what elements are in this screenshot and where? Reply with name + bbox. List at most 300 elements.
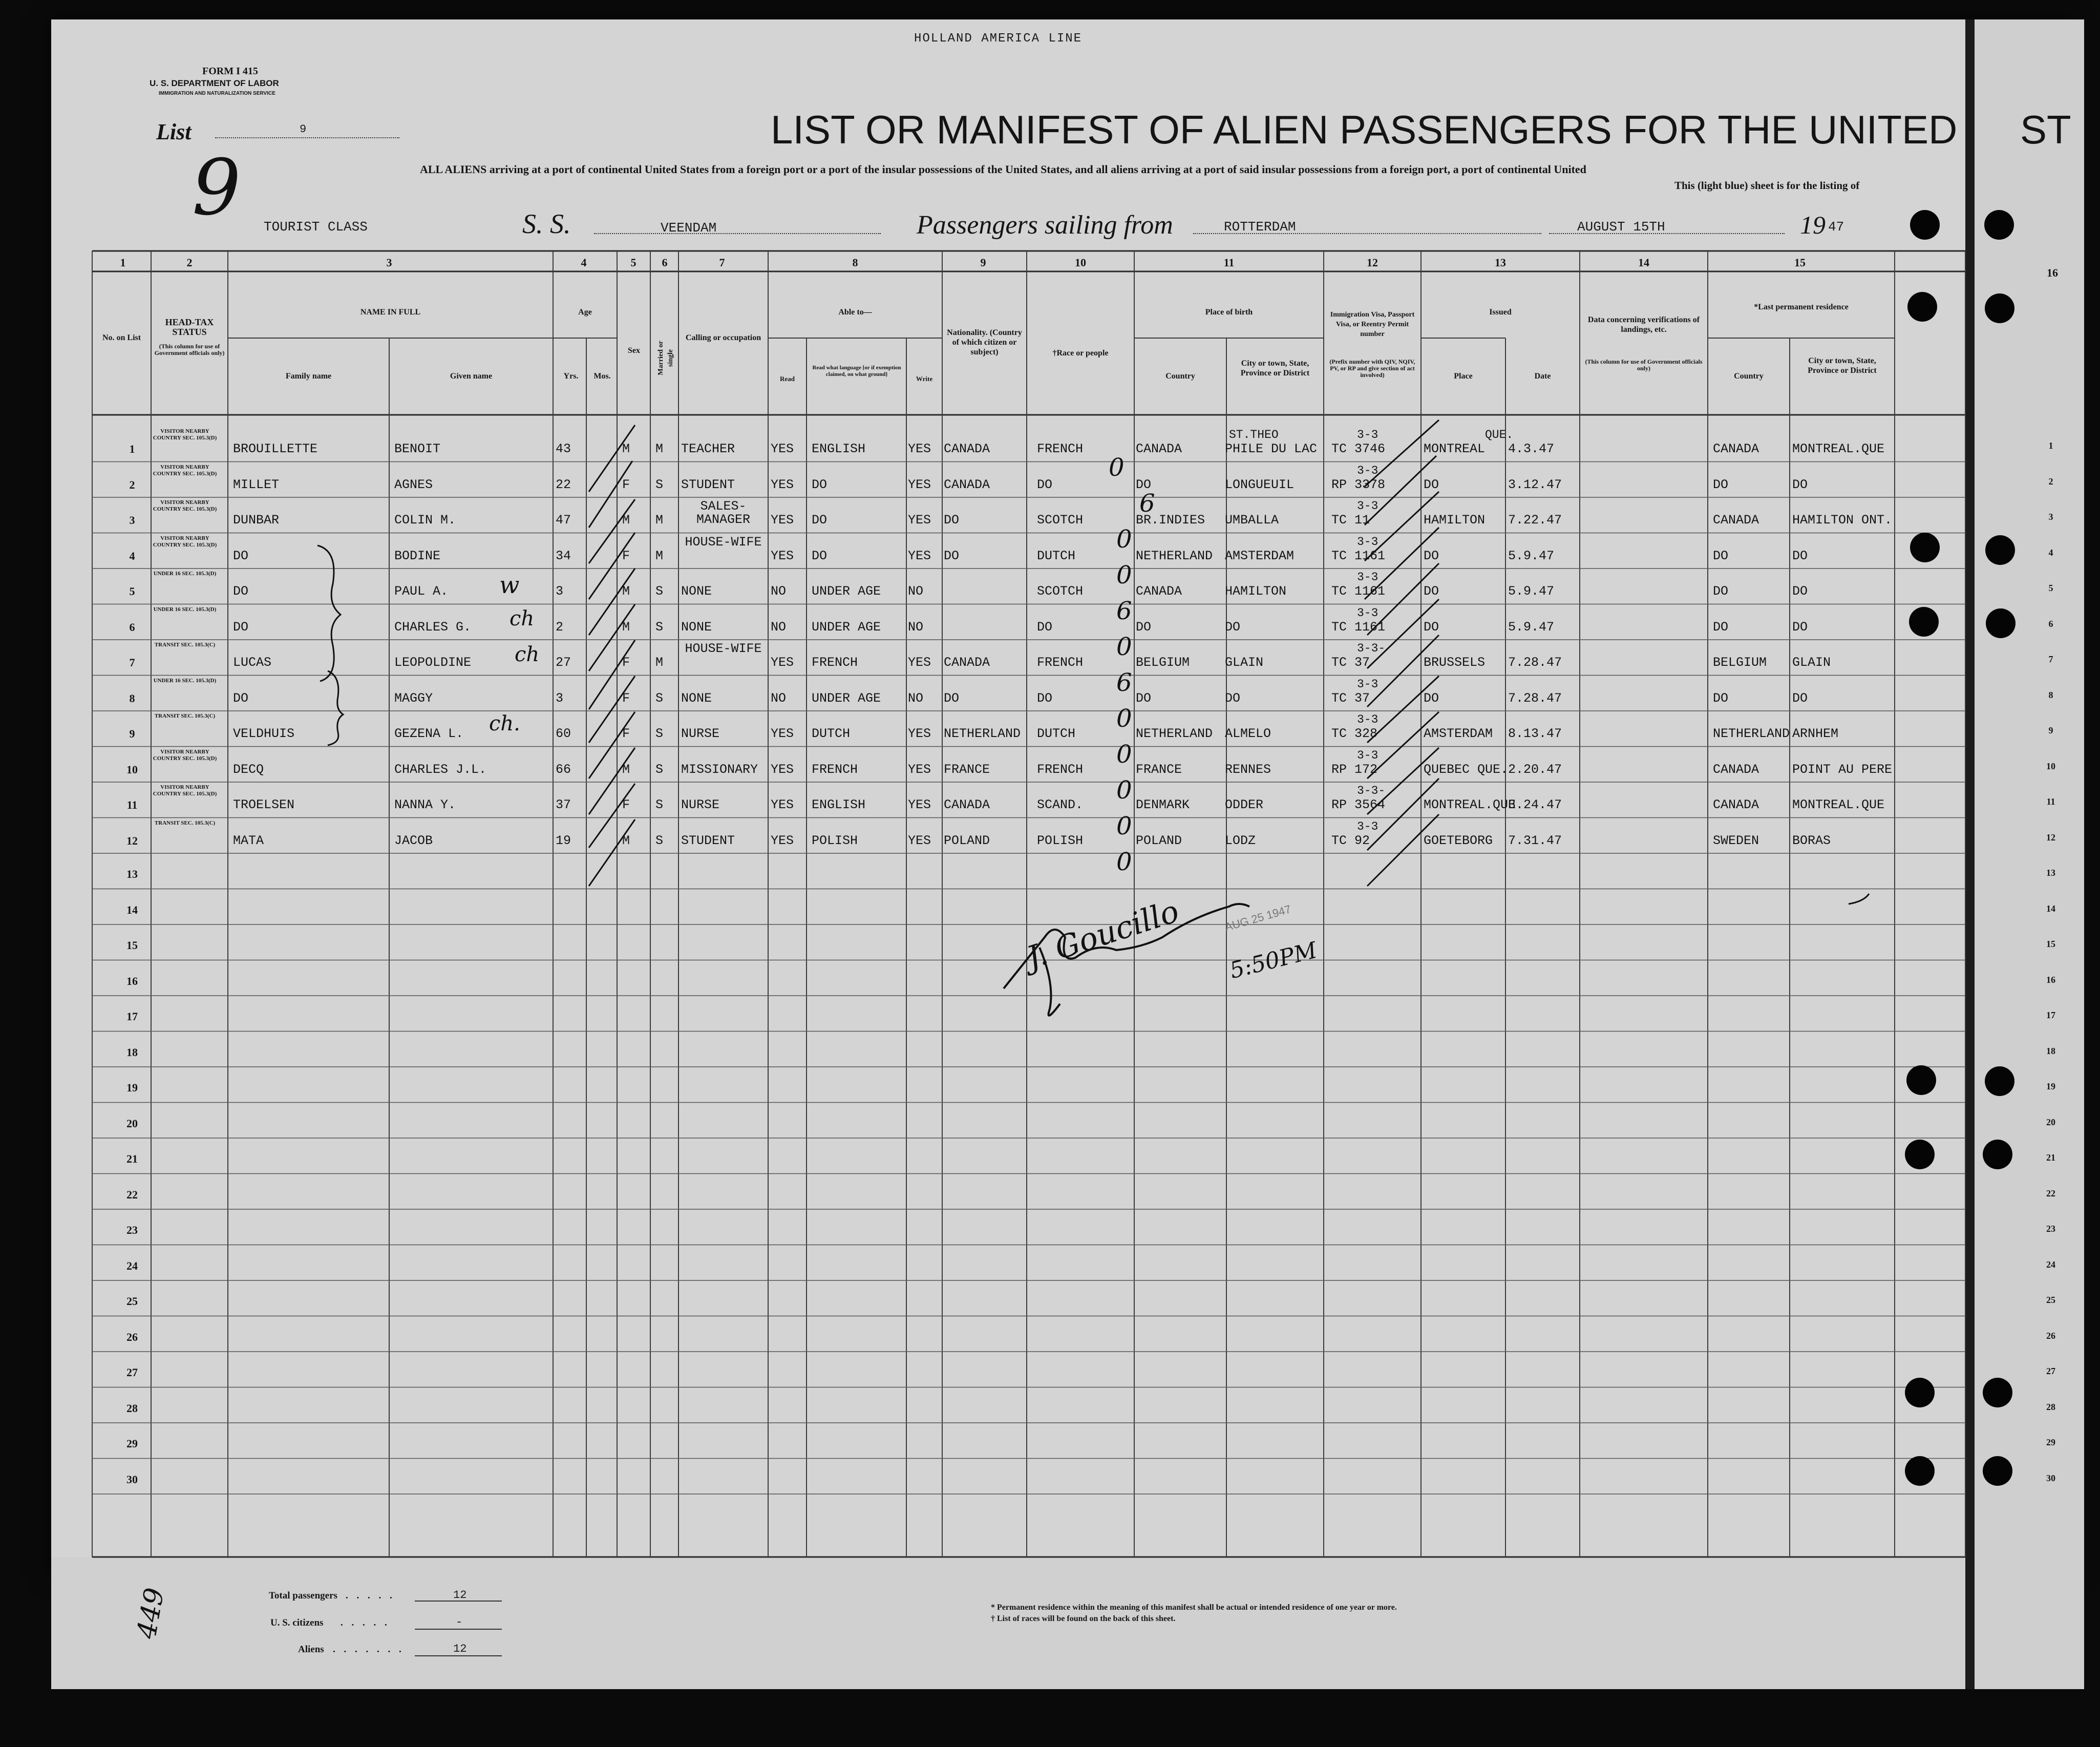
cell-write: YES <box>908 477 931 492</box>
cell-family: LUCAS <box>233 655 272 670</box>
race-code-mark: 0 <box>1116 848 1132 876</box>
right-row-number: 19 <box>2046 1081 2055 1091</box>
list-value: 9 <box>300 123 307 136</box>
cell-bcountry: DENMARK <box>1136 797 1190 812</box>
cell-race: DO <box>1037 619 1053 635</box>
cell-nat: CANADA <box>944 477 990 492</box>
cell-ms: S <box>655 477 664 492</box>
race-code-mark: 0 <box>1116 740 1132 769</box>
col-number: 10 <box>1075 256 1086 269</box>
col-number: 9 <box>980 256 986 269</box>
cell-family: TROELSEN <box>233 797 295 812</box>
cell-visa: TC 328 <box>1331 726 1378 741</box>
right-row-number: 15 <box>2046 939 2055 949</box>
col-number: 1 <box>120 256 126 269</box>
cell-rcountry: DO <box>1713 548 1729 563</box>
cell-rcountry: DO <box>1713 619 1729 635</box>
row-number: 17 <box>126 1010 138 1023</box>
cell-lang: ENGLISH <box>812 441 866 456</box>
cell-idate: 7.28.47 <box>1508 690 1562 706</box>
right-row-number: 2 <box>2048 476 2053 487</box>
cell-idate: 2.20.47 <box>1508 762 1562 777</box>
row-number: 7 <box>129 656 135 669</box>
col-number: 6 <box>662 256 668 269</box>
cell-yrs: 66 <box>556 762 571 777</box>
page-title-continued: ST <box>2020 107 2071 152</box>
cell-bcountry: DO <box>1136 619 1152 635</box>
header-visa-note: (Prefix number with QIV, NQIV, PV, or RP and give section of act involved) <box>1329 358 1415 378</box>
cell-rcity: MONTREAL.QUE <box>1792 441 1885 456</box>
cell-ms: S <box>655 619 664 635</box>
cell-rcountry: DO <box>1713 477 1729 492</box>
cell-lang: ENGLISH <box>812 797 866 812</box>
right-row-number: 10 <box>2046 761 2055 771</box>
row-number: 5 <box>129 585 135 598</box>
cell-bcountry: NETHERLAND <box>1136 548 1213 563</box>
row-number: 3 <box>129 514 135 527</box>
ship-name: VEENDAM <box>661 220 717 236</box>
cell-rcountry: DO <box>1713 584 1729 599</box>
cell-occ: HOUSE-WIFE <box>685 641 762 656</box>
cell-read: NO <box>771 619 787 635</box>
cell-sex: M <box>622 762 630 777</box>
row-number: 30 <box>126 1472 138 1486</box>
footnote-permanent: * Permanent residence within the meaning of this manifest shall be actual or intended residence of one year or more. <box>991 1603 1397 1612</box>
race-code-mark: 6 <box>1116 668 1132 697</box>
right-row-number: 30 <box>2046 1472 2055 1483</box>
cell-family: MILLET <box>233 477 280 492</box>
cell-lang: DO <box>812 548 828 563</box>
cell-race: DO <box>1037 477 1053 492</box>
class: TOURIST CLASS <box>264 219 368 235</box>
col-number: 15 <box>1794 256 1806 269</box>
cell-ms: S <box>655 762 664 777</box>
cell-race: SCAND. <box>1037 797 1084 812</box>
cell-visa: TC 37 <box>1331 655 1370 670</box>
service: IMMIGRATION AND NATURALIZATION SERVICE <box>159 91 275 96</box>
row-number: 14 <box>126 903 138 916</box>
cell-bcountry: DO <box>1136 477 1152 492</box>
header-issued: Issued <box>1489 308 1512 317</box>
cell-family: VELDHUIS <box>233 726 295 741</box>
cell-idate: 4.3.47 <box>1508 441 1555 456</box>
header-issued-place: Place <box>1454 372 1473 381</box>
cell-yrs: 43 <box>556 441 571 456</box>
cell-family: BROUILLETTE <box>233 441 318 456</box>
row-number: 11 <box>126 798 138 811</box>
race-code-mark: 0 <box>1116 812 1132 840</box>
cell-yrs: 22 <box>556 477 571 492</box>
us-citizens-label: U. S. citizens <box>270 1617 324 1628</box>
sailing-date: AUGUST 15TH <box>1577 219 1665 235</box>
col-number: 8 <box>852 256 858 269</box>
cell-yrs: 3 <box>556 690 564 706</box>
cell-race: FRENCH <box>1037 655 1084 670</box>
row-number: 18 <box>126 1045 138 1059</box>
cell-status: VISITOR NEARBY COUNTRY SEC. 105.3(D) <box>153 784 217 797</box>
cell-race: DO <box>1037 690 1053 706</box>
dot-leader: . . . . . <box>341 1617 390 1628</box>
col-number: 16 <box>2047 266 2058 279</box>
right-row-number: 27 <box>2046 1366 2055 1376</box>
cell-lang: DO <box>812 477 828 492</box>
cell-status: TRANSIT SEC. 105.3(C) <box>154 819 216 826</box>
cell-iplace: DO <box>1424 584 1439 599</box>
cell-read: YES <box>771 513 794 528</box>
cell-status: UNDER 16 SEC. 105.3(D) <box>153 606 217 613</box>
cell-visa-top: 3-3 <box>1357 819 1378 833</box>
cell-bcity: ODDER <box>1225 797 1264 812</box>
cell-visa-top: 3-3 <box>1357 428 1378 441</box>
cell-rcountry: CANADA <box>1713 762 1759 777</box>
header-data-note: (This column for use of Government officials only) <box>1585 358 1703 372</box>
punch-hole <box>1906 1065 1936 1095</box>
right-row-number: 9 <box>2048 725 2053 735</box>
header-age: Age <box>578 308 592 317</box>
cell-lang: FRENCH <box>812 655 858 670</box>
cell-read: YES <box>771 477 794 492</box>
col-number: 14 <box>1638 256 1649 269</box>
cell-bcountry: FRANCE <box>1136 762 1182 777</box>
cell-iplace: DO <box>1424 477 1439 492</box>
cell-status: UNDER 16 SEC. 105.3(D) <box>153 677 217 684</box>
cell-family: MATA <box>233 833 264 848</box>
list-underline <box>215 137 399 138</box>
cell-nat: DO <box>944 513 960 528</box>
header-last-residence: *Last permanent residence <box>1754 303 1849 311</box>
cell-rcity: DO <box>1792 584 1808 599</box>
cell-idate: 5.9.47 <box>1508 619 1555 635</box>
subtitle: ALL ALIENS arriving at a port of continental United States from a foreign port or a port of the insular possessions of the United States, and all aliens arriving at a port of said insular possessions from a foreign port, a port of continental United <box>420 163 1586 176</box>
cell-bcity: DO <box>1225 619 1241 635</box>
cell-family: DO <box>233 584 249 599</box>
cell-lang: FRENCH <box>812 762 858 777</box>
col-number: 11 <box>1223 256 1235 269</box>
cell-family: DO <box>233 619 249 635</box>
cell-nat: DO <box>944 548 960 563</box>
cell-visa-top: 3-3 <box>1357 571 1378 584</box>
cell-sex: F <box>622 797 630 812</box>
header-birth-country: Country <box>1165 372 1195 381</box>
cell-nat: CANADA <box>944 797 990 812</box>
cell-visa: TC 1161 <box>1331 548 1386 563</box>
cell-write: NO <box>908 584 924 599</box>
right-row-number: 28 <box>2046 1401 2055 1412</box>
cell-sex: M <box>622 584 630 599</box>
cell-yrs: 37 <box>556 797 571 812</box>
cell-visa: RP 3564 <box>1331 797 1386 812</box>
row-number: 24 <box>126 1259 138 1272</box>
cell-iplace: DO <box>1424 548 1439 563</box>
cell-given: CHARLES J.L. <box>394 762 487 777</box>
race-code-mark: 0 <box>1109 453 1125 482</box>
handwritten-mark: w <box>499 571 520 599</box>
cell-sex: M <box>622 619 630 635</box>
cell-given: CHARLES G. <box>394 619 472 635</box>
col-number: 4 <box>581 256 587 269</box>
col-number: 13 <box>1495 256 1506 269</box>
cell-race: DUTCH <box>1037 726 1076 741</box>
header-sex: Sex <box>628 346 640 355</box>
cell-visa: TC 1161 <box>1331 584 1386 599</box>
right-row-number: 7 <box>2048 654 2053 664</box>
cell-yrs: 2 <box>556 619 564 635</box>
ship-underline <box>594 233 881 234</box>
cell-rcountry: BELGIUM <box>1713 655 1767 670</box>
margin-number: 449 <box>131 1585 171 1641</box>
cell-bcity: AMSTERDAM <box>1225 548 1295 563</box>
row-number: 10 <box>126 763 138 776</box>
right-row-number: 8 <box>2048 689 2053 700</box>
port: ROTTERDAM <box>1224 219 1296 235</box>
header-no-on-list: No. on List <box>102 333 141 342</box>
cell-iplace-top: QUE. <box>1485 428 1514 441</box>
page-title: LIST OR MANIFEST OF ALIEN PASSENGERS FOR THE UNITED <box>771 107 1958 152</box>
cell-sex: M <box>622 513 630 528</box>
cell-rcity: ARNHEM <box>1792 726 1839 741</box>
cell-ms: M <box>655 441 664 456</box>
cell-read: YES <box>771 548 794 563</box>
right-row-number: 14 <box>2046 903 2055 914</box>
cell-idate: 7.28.47 <box>1508 655 1562 670</box>
cell-iplace: MONTREAL <box>1424 441 1486 456</box>
cell-rcountry: SWEDEN <box>1713 833 1759 848</box>
cell-read: YES <box>771 833 794 848</box>
cell-iplace: HAMILTON <box>1424 513 1486 528</box>
punch-hole <box>1905 1140 1935 1169</box>
cell-visa: RP 3378 <box>1331 477 1386 492</box>
cell-sex: M <box>622 833 630 848</box>
punch-hole <box>1909 607 1939 637</box>
cell-ms: S <box>655 726 664 741</box>
cell-bcountry: CANADA <box>1136 441 1182 456</box>
punch-hole <box>1983 1456 2012 1486</box>
cell-given: LEOPOLDINE <box>394 655 472 670</box>
right-row-number: 6 <box>2048 618 2053 629</box>
cell-sex: M <box>622 441 630 456</box>
right-row-number: 11 <box>2046 796 2055 807</box>
cell-given: NANNA Y. <box>394 797 456 812</box>
punch-hole <box>1985 293 2014 323</box>
cell-read: NO <box>771 690 787 706</box>
punch-hole <box>1910 533 1940 562</box>
header-race: †Race or people <box>1052 349 1109 357</box>
cell-visa-top: 3-3 <box>1357 499 1378 513</box>
cell-bcountry: BR.INDIES <box>1136 513 1205 528</box>
row-number: 1 <box>129 443 135 455</box>
row-number: 12 <box>126 834 138 847</box>
cell-rcountry: CANADA <box>1713 797 1759 812</box>
cell-visa-top: 3-3 <box>1357 535 1378 549</box>
cell-rcity: POINT AU PERE <box>1792 762 1893 777</box>
cell-bcity: RENNES <box>1225 762 1271 777</box>
punch-hole <box>1986 608 2016 638</box>
cell-sex: F <box>622 690 630 706</box>
cell-bcity: LONGUEUIL <box>1225 477 1295 492</box>
row-number: 2 <box>129 478 135 491</box>
right-row-number: 22 <box>2046 1188 2055 1198</box>
cell-race: SCOTCH <box>1037 513 1084 528</box>
row-number: 19 <box>126 1081 138 1094</box>
cell-bcountry: POLAND <box>1136 833 1182 848</box>
cell-given: PAUL A. <box>394 584 449 599</box>
header-family-name: Family name <box>285 372 332 381</box>
cell-visa-top: 3-3 <box>1357 606 1378 620</box>
cell-occ: MISSIONARY <box>681 762 758 777</box>
cell-yrs: 47 <box>556 513 571 528</box>
punch-hole <box>1984 210 2014 240</box>
dot-leader: . . . . . . . <box>333 1644 405 1655</box>
race-code-mark: 0 <box>1116 525 1132 554</box>
header-res-city: City or town, State, Province or District <box>1808 356 1877 375</box>
header-head-tax-note: (This column for use of Government officials only) <box>154 343 225 356</box>
header-visa: Immigration Visa, Passport Visa, or Reentry Permit number <box>1330 311 1415 338</box>
right-row-number: 21 <box>2046 1152 2055 1163</box>
right-row-number: 29 <box>2046 1437 2055 1447</box>
cell-race: DUTCH <box>1037 548 1076 563</box>
cell-bcity-top: ST.THEO <box>1229 428 1279 441</box>
cell-lang: UNDER AGE <box>812 619 881 635</box>
cell-read: YES <box>771 655 794 670</box>
aliens-label: Aliens <box>298 1644 324 1655</box>
cell-occ: STUDENT <box>681 477 735 492</box>
header-res-country: Country <box>1734 372 1764 381</box>
header-issued-date: Date <box>1534 372 1551 381</box>
cell-iplace: DO <box>1424 619 1439 635</box>
row-number: 29 <box>126 1437 138 1450</box>
cell-status: VISITOR NEARBY COUNTRY SEC. 105.3(D) <box>153 535 217 548</box>
cell-given: JACOB <box>394 833 433 848</box>
header-mos: Mos. <box>593 372 611 381</box>
header-married: Married or single <box>657 341 674 375</box>
row-number: 28 <box>126 1401 138 1415</box>
cell-lang: DUTCH <box>812 726 851 741</box>
cell-nat: CANADA <box>944 655 990 670</box>
total-passengers-value: 12 <box>453 1589 467 1602</box>
row-number: 13 <box>126 868 138 880</box>
cell-read: YES <box>771 441 794 456</box>
cell-rcountry: DO <box>1713 690 1729 706</box>
cell-rcountry: NETHERLAND <box>1713 726 1790 741</box>
cell-race: POLISH <box>1037 833 1084 848</box>
cell-rcity: GLAIN <box>1792 655 1831 670</box>
cell-iplace: DO <box>1424 690 1439 706</box>
cell-idate: 8.13.47 <box>1508 726 1562 741</box>
cell-rcity: BORAS <box>1792 833 1831 848</box>
race-code-mark: 0 <box>1116 776 1132 805</box>
right-row-number: 20 <box>2046 1117 2055 1127</box>
cell-bcountry: DO <box>1136 690 1152 706</box>
right-row-number: 5 <box>2048 583 2053 593</box>
handwritten-mark: ch. <box>489 712 520 735</box>
cell-status: VISITOR NEARBY COUNTRY SEC. 105.3(D) <box>153 464 217 477</box>
col-number: 2 <box>186 256 193 269</box>
cell-ms: M <box>655 513 664 528</box>
header-head-tax: HEAD-TAX STATUS <box>165 317 214 337</box>
punch-hole <box>1910 210 1940 240</box>
cell-iplace: MONTREAL.QUE <box>1424 797 1516 812</box>
cell-nat: POLAND <box>944 833 990 848</box>
cell-write: YES <box>908 655 931 670</box>
cell-rcity: DO <box>1792 477 1808 492</box>
cell-bcity: DO <box>1225 690 1241 706</box>
cell-idate: 5.9.47 <box>1508 548 1555 563</box>
cell-ms: M <box>655 655 664 670</box>
cell-sex: F <box>622 726 630 741</box>
cell-visa-top: 3-3 <box>1357 713 1378 726</box>
cell-rcity: DO <box>1792 690 1808 706</box>
cell-ms: S <box>655 584 664 599</box>
cell-visa: TC 3746 <box>1331 441 1386 456</box>
cell-occ: NONE <box>681 619 712 635</box>
cell-given: MAGGY <box>394 690 433 706</box>
cell-sex: F <box>622 655 630 670</box>
cell-family: DO <box>233 690 249 706</box>
punch-hole <box>1905 1456 1935 1486</box>
list-label: List <box>156 119 192 144</box>
inspector-signature: J. Goucillo <box>1022 893 1183 976</box>
stamp-time: 5:50PM <box>1227 937 1320 984</box>
cell-visa-top: 3-3 <box>1357 677 1378 691</box>
aliens-underline <box>415 1655 502 1656</box>
cell-read: NO <box>771 584 787 599</box>
cell-write: YES <box>908 513 931 528</box>
header-yrs: Yrs. <box>563 372 579 381</box>
header-name-in-full: NAME IN FULL <box>360 308 421 317</box>
year-suffix: 47 <box>1828 219 1844 235</box>
header-read: Read <box>780 375 795 383</box>
cell-write: NO <box>908 619 924 635</box>
year-prefix: 19 <box>1800 211 1826 239</box>
cell-visa-top: 3-3- <box>1357 784 1386 797</box>
cell-visa: TC 11 <box>1331 513 1370 528</box>
cell-rcity: MONTREAL.QUE <box>1792 797 1885 812</box>
ss-label: S. S. <box>522 208 571 239</box>
cell-read: YES <box>771 726 794 741</box>
row-number: 8 <box>129 691 135 705</box>
cell-read: YES <box>771 762 794 777</box>
stamp-date: AUG 25 1947 <box>1223 902 1293 934</box>
cell-occ: SALES-MANAGER <box>696 499 751 527</box>
header-given-name: Given name <box>450 372 493 381</box>
header-place-of-birth: Place of birth <box>1205 308 1253 317</box>
cell-given: BODINE <box>394 548 441 563</box>
right-row-number: 12 <box>2046 832 2055 843</box>
race-code-mark: 0 <box>1116 704 1132 733</box>
cell-sex: F <box>622 477 630 492</box>
right-row-number: 18 <box>2046 1045 2055 1056</box>
sailing-label: Passengers sailing from <box>917 211 1173 240</box>
cell-yrs: 34 <box>556 548 571 563</box>
us-citizens-value: - <box>456 1616 463 1629</box>
cell-status: TRANSIT SEC. 105.3(C) <box>154 713 216 719</box>
cell-sex: F <box>622 548 630 563</box>
cell-occ: HOUSE-WIFE <box>685 534 762 550</box>
col-number: 12 <box>1367 256 1378 269</box>
form-number: FORM I 415 <box>202 66 258 77</box>
right-row-number: 23 <box>2046 1224 2055 1234</box>
right-row-number: 17 <box>2046 1010 2055 1020</box>
cell-lang: UNDER AGE <box>812 690 881 706</box>
cell-idate: 7.22.47 <box>1508 513 1562 528</box>
cell-write: YES <box>908 762 931 777</box>
row-number: 6 <box>129 620 135 634</box>
cell-idate: 3.24.47 <box>1508 797 1562 812</box>
right-row-number: 24 <box>2046 1259 2055 1270</box>
cell-lang: POLISH <box>812 833 858 848</box>
right-row-number: 13 <box>2046 868 2055 878</box>
cell-write: YES <box>908 441 931 456</box>
